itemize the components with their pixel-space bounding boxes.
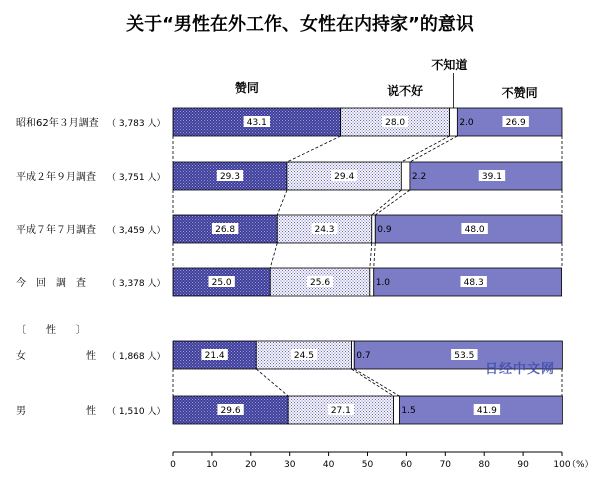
legend-label: 说不好 — [387, 84, 424, 98]
x-tick-label: 50 — [361, 460, 374, 470]
value-label: 43.1 — [246, 118, 267, 128]
x-tick-label: 40 — [322, 460, 335, 470]
value-label: 0.9 — [377, 225, 392, 235]
legend-label: 不知道 — [431, 58, 468, 72]
bar-segment-不知道 — [370, 268, 374, 296]
connector-line — [370, 243, 372, 268]
value-label: 41.9 — [476, 406, 497, 416]
x-tick-label: 90 — [517, 460, 529, 470]
x-tick-label: 20 — [245, 460, 257, 470]
bar-segment-不知道 — [372, 215, 376, 243]
connector-line — [410, 136, 457, 162]
value-label: 39.1 — [481, 172, 502, 182]
row-label: 昭和62年３月調査 — [16, 118, 99, 129]
row-label: 平成２年９月調査 — [16, 172, 96, 183]
value-label: 21.4 — [204, 351, 225, 361]
value-label: 48.0 — [464, 225, 485, 235]
value-label: 29.3 — [219, 172, 241, 182]
chart-title: 关于“男性在外工作、女性在内持家”的意识 — [126, 14, 474, 35]
row-label: 今 回 調 査 — [16, 278, 86, 289]
row-count: （ 3,783 人） — [107, 119, 166, 129]
legend-label: 不赞同 — [501, 86, 538, 100]
value-label: 24.5 — [293, 351, 314, 361]
row-label: 男 性 — [16, 406, 96, 417]
connector-line — [354, 369, 399, 396]
row-count: （ 3,459 人） — [107, 226, 166, 236]
x-tick-label: 60 — [400, 460, 413, 470]
x-tick-label: 70 — [439, 460, 452, 470]
row-label: 平成７年７月調査 — [16, 225, 96, 236]
legend-label: 赞同 — [234, 81, 259, 95]
row-label: 女 性 — [16, 351, 96, 362]
connector-line — [270, 243, 277, 268]
x-tick-label: 30 — [283, 460, 296, 470]
row-label: 〔 性 〕 — [16, 325, 86, 336]
connector-line — [277, 190, 287, 215]
row-count: （ 1,510 人） — [107, 407, 166, 417]
connector-line — [352, 369, 394, 396]
row-count: （ 1,868 人） — [107, 352, 166, 362]
value-label: 2.2 — [411, 172, 427, 182]
value-label: 29.6 — [220, 406, 241, 416]
value-label: 26.8 — [215, 225, 236, 235]
bar-segment-不知道 — [352, 341, 355, 369]
value-label: 29.4 — [334, 172, 355, 182]
value-label: 26.9 — [505, 118, 526, 128]
value-label: 2.0 — [459, 118, 474, 128]
value-label: 1.0 — [375, 278, 391, 288]
value-label: 28.0 — [385, 118, 406, 128]
watermark: 日经中文网 — [485, 362, 556, 377]
connector-line — [375, 190, 410, 215]
x-tick-label: 80 — [478, 460, 490, 470]
x-tick-label: 100 — [553, 460, 571, 470]
value-label: 1.5 — [401, 406, 416, 416]
bar-segment-不知道 — [394, 396, 400, 424]
connector-line — [374, 243, 376, 268]
bar-segment-不知道 — [450, 108, 458, 136]
connector-line — [287, 136, 341, 162]
x-tick-label: 0 — [170, 460, 176, 470]
connector-line — [256, 369, 288, 396]
row-count: （ 3,751 人） — [107, 173, 166, 183]
value-label: 0.7 — [356, 351, 371, 361]
value-label: 25.6 — [310, 278, 331, 288]
value-label: 25.0 — [211, 278, 232, 288]
value-label: 48.3 — [463, 278, 484, 288]
row-count: （ 3,378 人） — [107, 279, 166, 289]
value-label: 53.5 — [454, 351, 475, 361]
x-unit-label: （%） — [567, 460, 594, 470]
connector-line — [372, 190, 402, 215]
bar-segment-不知道 — [401, 162, 410, 190]
connector-line — [401, 136, 449, 162]
x-tick-label: 10 — [206, 460, 218, 470]
value-label: 27.1 — [330, 406, 351, 416]
value-label: 24.3 — [314, 225, 335, 235]
